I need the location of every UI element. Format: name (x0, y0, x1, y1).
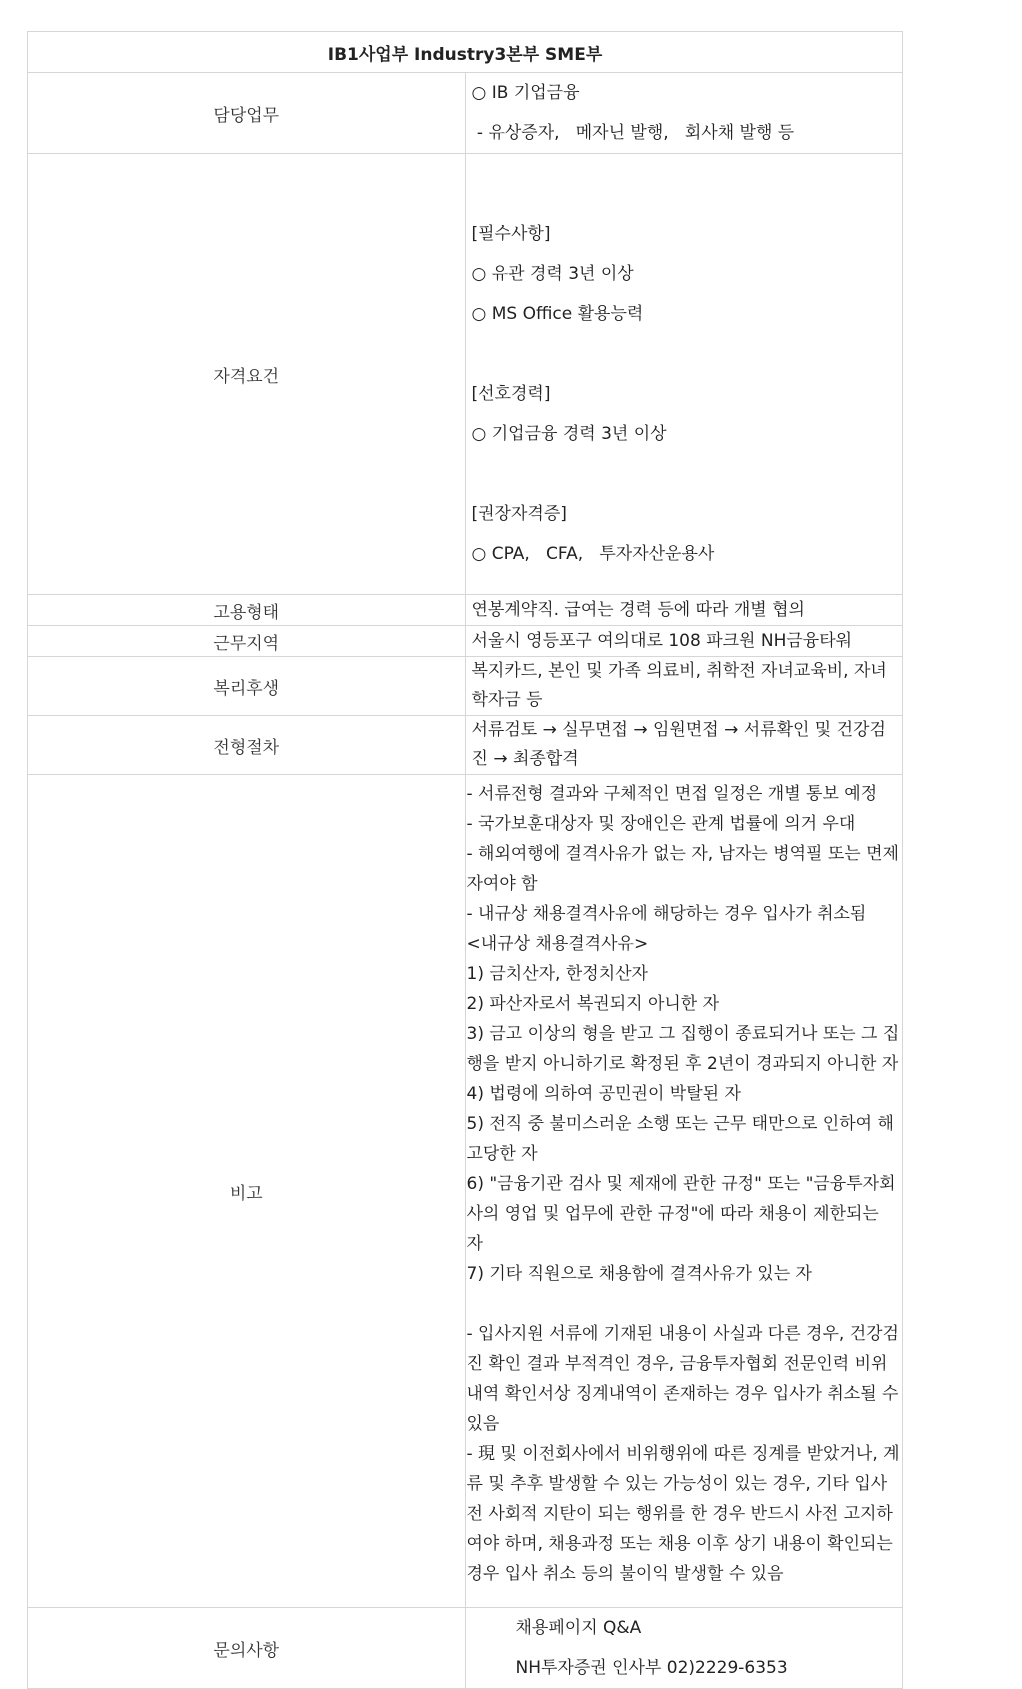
notes-row (28, 775, 903, 1608)
employment-row (28, 595, 903, 626)
location-text: 서울시 영등포구 여의대로 108 파크원 NH금융타워 (465, 626, 903, 657)
note-line: - 現 및 이전회사에서 비위행위에 따른 징계를 받았거나, 계류 및 추후 발생할 수 있는 가능성이 있는 경우, 기타 입사 전 사회적 지탄이 되는 행위를 한 경우 반드시 사전 고지하여야 하며, 채용과정 또는 채용 이후 상기 내용이 확인되는 경우 입사 취소 등의 불이익 발생할 수 있음 (466, 1444, 900, 1584)
blank-line (472, 174, 903, 214)
note-line: 7) 기타 직원으로 채용함에 결격사유가 있는 자 (466, 1264, 812, 1284)
duty-content (465, 73, 903, 154)
blank-line (472, 334, 903, 374)
contact-label: 문의사항 (28, 1608, 466, 1689)
title-row (28, 32, 903, 73)
qualification-heading: [선호경력] (471, 384, 551, 404)
welfare-label: 복리후생 (28, 657, 466, 716)
note-line: 3) 금고 이상의 형을 받고 그 집행이 종료되거나 또는 그 집행을 받지 아니하기로 확정된 후 2년이 경과되지 아니한 자 (466, 1024, 900, 1074)
note-line: - 국가보훈대상자 및 장애인은 관계 법률에 의거 우대 (466, 814, 856, 834)
blank-line (472, 454, 903, 494)
note-line: 1) 금치산자, 한정치산자 (466, 964, 648, 984)
contact-row (28, 1608, 903, 1689)
duty-row (28, 73, 903, 154)
qualification-label: 자격요건 (28, 154, 466, 595)
job-posting-table (27, 31, 903, 1689)
contact-content (465, 1608, 903, 1689)
note-line: - 내규상 채용결격사유에 해당하는 경우 입사가 취소됨 (466, 904, 867, 924)
notes-content (465, 775, 903, 1608)
duty-line: - 유상증자, 메자닌 발행, 회사채 발행 등 (471, 123, 795, 143)
qualification-line: ○ CPA, CFA, 투자자산운용사 (471, 544, 715, 564)
note-line: 5) 전직 중 불미스러운 소행 또는 근무 태만으로 인하여 해고당한 자 (466, 1114, 894, 1164)
employment-text: 연봉계약직. 급여는 경력 등에 따라 개별 협의 (465, 595, 903, 626)
note-line: <내규상 채용결격사유> (466, 934, 649, 954)
qualification-line: ○ MS Office 활용능력 (471, 304, 644, 324)
location-label: 근무지역 (28, 626, 466, 657)
qualification-content (465, 154, 903, 595)
qualification-line: ○ 기업금융 경력 3년 이상 (471, 424, 667, 444)
note-line: 4) 법령에 의하여 공민권이 박탈된 자 (466, 1084, 741, 1104)
notes-label: 비고 (28, 775, 466, 1608)
contact-line: NH투자증권 인사부 02)2229-6353 (515, 1658, 788, 1678)
note-line: - 해외여행에 결격사유가 없는 자, 남자는 병역필 또는 면제자여야 함 (466, 844, 899, 894)
department-title: IB1사업부 Industry3본부 SME부 (28, 32, 903, 73)
process-label: 전형절차 (28, 716, 466, 775)
contact-line: 채용페이지 Q&A (515, 1618, 642, 1638)
note-line: - 입사지원 서류에 기재된 내용이 사실과 다른 경우, 건강검진 확인 결과 부적격인 경우, 금융투자협회 전문인력 비위내역 확인서상 징계내역이 존재하는 경우 입사가 취소될 수 있음 (466, 1324, 899, 1434)
process-text: 서류검토 → 실무면접 → 임원면접 → 서류확인 및 건강검진 → 최종합격 (465, 716, 903, 775)
welfare-text: 복지카드, 본인 및 가족 의료비, 취학전 자녀교육비, 자녀 학자금 등 (465, 657, 903, 716)
note-line: 6) "금융기관 검사 및 제재에 관한 규정" 또는 "금융투자회사의 영업 및 업무에 관한 규정"에 따라 채용이 제한되는 자 (466, 1174, 896, 1254)
welfare-row (28, 657, 903, 716)
qualification-line: ○ 유관 경력 3년 이상 (471, 264, 634, 284)
location-row (28, 626, 903, 657)
duty-line: ○ IB 기업금융 (471, 83, 580, 103)
duty-label: 담당업무 (28, 73, 466, 154)
note-line: 2) 파산자로서 복권되지 아니한 자 (466, 994, 720, 1014)
process-row (28, 716, 903, 775)
note-line: - 서류전형 결과와 구체적인 면접 일정은 개별 통보 예정 (466, 784, 878, 804)
qualification-heading: [필수사항] (471, 224, 551, 244)
blank-line (467, 1289, 901, 1319)
qualification-heading: [권장자격증] (471, 504, 567, 524)
qualification-row (28, 154, 903, 595)
employment-label: 고용형태 (28, 595, 466, 626)
